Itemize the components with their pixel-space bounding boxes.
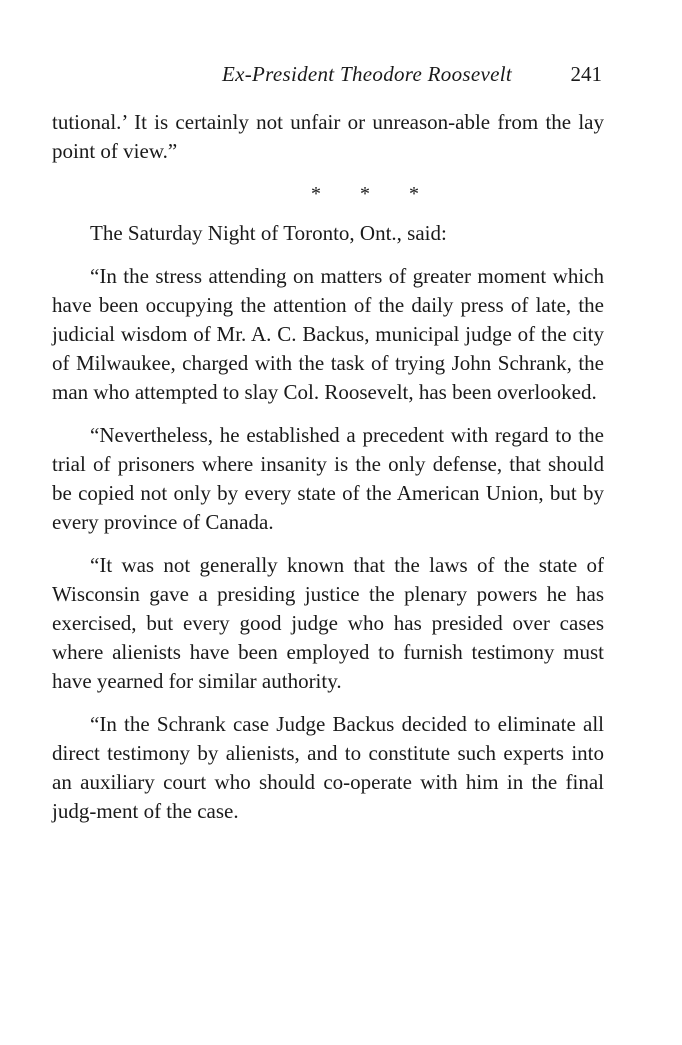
section-separator: * * * [311, 183, 421, 205]
running-title: Ex-President Theodore Roosevelt [222, 62, 512, 86]
paragraph-continued: tutional.’ It is certainly not unfair or unreason-able from the lay point of view.” [52, 110, 604, 163]
paragraph-quote-4: “In the Schrank case Judge Backus decided to eliminate all direct testimony by alienists, and to constitute such experts into an auxiliary court who should co-operate with him in the final judg-ment of the case. [52, 712, 604, 823]
body-text [52, 108, 604, 826]
running-head [52, 58, 604, 94]
paragraph-quote-3: “It was not generally known that the laws of the state of Wisconsin gave a presiding justice the plenary powers he has exercised, but every good judge who has presided over cases where alienists have been employed to furnish testimony must have yearned for similar authority. [52, 553, 604, 693]
paragraph-quote-2: “Nevertheless, he established a precedent with regard to the trial of prisoners where insanity is the only defense, that should be copied not only by every state of the American Union, but by every province of Canada. [52, 423, 604, 534]
book-page [52, 58, 604, 840]
paragraph-intro: The Saturday Night of Toronto, Ont., said: [90, 221, 447, 245]
page-number: 241 [570, 62, 602, 86]
paragraph-quote-1: “In the stress attending on matters of greater moment which have been occupying the attention of the daily press of late, the judicial wisdom of Mr. A. C. Backus, municipal judge of the city of Milwaukee, charged with the task of trying John Schrank, the man who attempted to slay Col. Roosevelt, has been overlooked. [52, 264, 604, 404]
